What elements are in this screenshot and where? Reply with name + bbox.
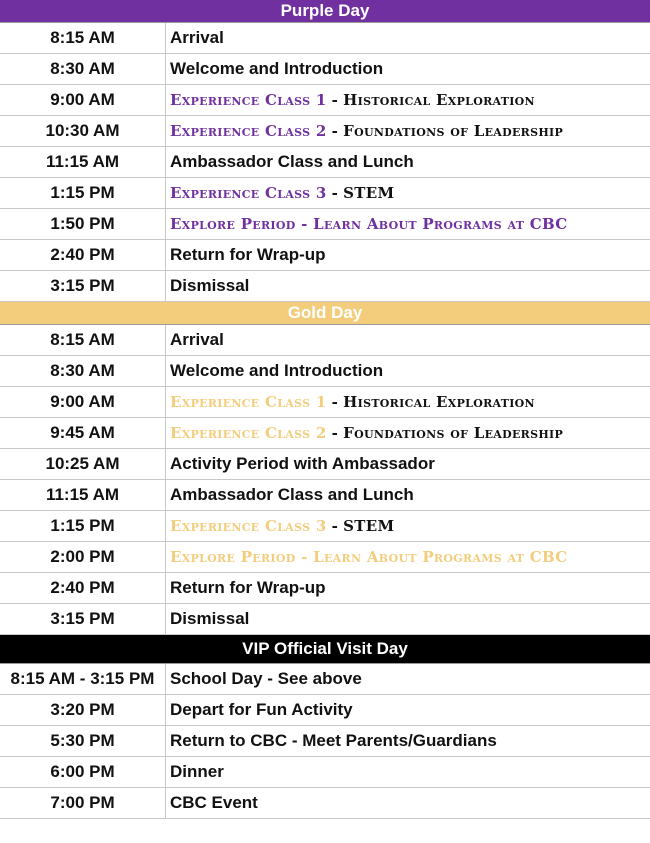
- schedule-row: [0, 85, 650, 116]
- schedule-row: [0, 209, 650, 240]
- schedule-row: [0, 178, 650, 209]
- time-cell: 8:30 AM: [0, 356, 166, 386]
- time-cell: 10:30 AM: [0, 116, 166, 146]
- purple-day-rows: [0, 23, 650, 302]
- experience-class-label: Experience Class 1: [170, 393, 327, 411]
- time-cell: 1:15 PM: [0, 178, 166, 208]
- class-topic-label: STEM: [343, 517, 395, 535]
- experience-class-label: Experience Class 1: [170, 91, 327, 109]
- activity-cell: Return for Wrap-up: [170, 578, 326, 597]
- activity-cell: School Day - See above: [170, 669, 362, 688]
- time-cell: 11:15 AM: [0, 147, 166, 177]
- activity-cell: Welcome and Introduction: [170, 59, 384, 78]
- activity-cell: CBC Event: [170, 793, 258, 812]
- schedule-row: [0, 418, 650, 449]
- separator-dash: -: [331, 184, 339, 202]
- experience-class-label: Experience Class 2: [170, 424, 327, 442]
- class-topic-label: STEM: [343, 184, 395, 202]
- time-cell: 10:25 AM: [0, 449, 166, 479]
- activity-cell: [166, 511, 650, 541]
- time-cell: 1:15 PM: [0, 511, 166, 541]
- schedule-row: [0, 726, 650, 757]
- time-cell: 7:00 PM: [0, 788, 166, 818]
- purple-day-header: Purple Day: [0, 0, 650, 23]
- schedule-row: [0, 480, 650, 511]
- schedule-row: [0, 116, 650, 147]
- time-cell: 1:50 PM: [0, 209, 166, 239]
- time-cell: 3:15 PM: [0, 604, 166, 634]
- time-cell: 2:40 PM: [0, 573, 166, 603]
- vip-day-header: VIP Official Visit Day: [0, 635, 650, 664]
- time-cell: 8:15 AM: [0, 23, 166, 53]
- time-cell: 9:00 AM: [0, 85, 166, 115]
- class-topic-label: Historical Exploration: [343, 393, 535, 411]
- gold-day-header: Gold Day: [0, 302, 650, 325]
- activity-cell: Activity Period with Ambassador: [170, 454, 435, 473]
- activity-cell: [166, 209, 650, 239]
- experience-class-label: Experience Class 3: [170, 517, 327, 535]
- activity-cell: Arrival: [170, 28, 224, 47]
- activity-cell: Ambassador Class and Lunch: [170, 152, 414, 171]
- time-cell: 2:40 PM: [0, 240, 166, 270]
- activity-cell: Ambassador Class and Lunch: [170, 485, 414, 504]
- activity-cell: [166, 418, 650, 448]
- time-cell: 8:15 AM: [0, 325, 166, 355]
- schedule-row: [0, 695, 650, 726]
- schedule-row: [0, 757, 650, 788]
- activity-cell: Dismissal: [170, 609, 250, 628]
- class-topic-label: Foundations of Leadership: [343, 424, 564, 442]
- schedule-row: [0, 604, 650, 635]
- schedule-row: [0, 664, 650, 695]
- schedule-row: [0, 240, 650, 271]
- explore-period-label: Explore Period - Learn About Programs at CBC: [170, 548, 568, 566]
- separator-dash: -: [331, 91, 339, 109]
- schedule-row: [0, 147, 650, 178]
- schedule-row: [0, 325, 650, 356]
- separator-dash: -: [331, 517, 339, 535]
- activity-cell: Dinner: [170, 762, 224, 781]
- activity-cell: Dismissal: [170, 276, 250, 295]
- activity-cell: Return to CBC - Meet Parents/Guardians: [170, 731, 497, 750]
- schedule-row: [0, 788, 650, 819]
- time-cell: 8:30 AM: [0, 54, 166, 84]
- experience-class-label: Experience Class 3: [170, 184, 327, 202]
- activity-cell: [166, 178, 650, 208]
- activity-cell: [166, 116, 650, 146]
- schedule-row: [0, 54, 650, 85]
- activity-cell: [166, 85, 650, 115]
- activity-cell: [166, 542, 650, 572]
- schedule-row: [0, 542, 650, 573]
- gold-day-rows: [0, 325, 650, 635]
- separator-dash: -: [331, 424, 339, 442]
- time-cell: 3:20 PM: [0, 695, 166, 725]
- explore-period-label: Explore Period - Learn About Programs at CBC: [170, 215, 568, 233]
- schedule-row: [0, 511, 650, 542]
- time-cell: 5:30 PM: [0, 726, 166, 756]
- schedule-row: [0, 271, 650, 302]
- time-cell: 11:15 AM: [0, 480, 166, 510]
- time-cell: 9:00 AM: [0, 387, 166, 417]
- time-cell: 2:00 PM: [0, 542, 166, 572]
- time-cell: 8:15 AM - 3:15 PM: [0, 664, 166, 694]
- vip-day-rows: [0, 664, 650, 819]
- schedule-row: [0, 573, 650, 604]
- schedule-row: [0, 23, 650, 54]
- separator-dash: -: [331, 122, 339, 140]
- schedule-row: [0, 387, 650, 418]
- activity-cell: [166, 387, 650, 417]
- experience-class-label: Experience Class 2: [170, 122, 327, 140]
- schedule-row: [0, 449, 650, 480]
- activity-cell: Welcome and Introduction: [170, 361, 384, 380]
- schedule-row: [0, 356, 650, 387]
- activity-cell: Depart for Fun Activity: [170, 700, 353, 719]
- time-cell: 9:45 AM: [0, 418, 166, 448]
- time-cell: 6:00 PM: [0, 757, 166, 787]
- time-cell: 3:15 PM: [0, 271, 166, 301]
- class-topic-label: Foundations of Leadership: [343, 122, 564, 140]
- separator-dash: -: [331, 393, 339, 411]
- activity-cell: Arrival: [170, 330, 224, 349]
- class-topic-label: Historical Exploration: [343, 91, 535, 109]
- activity-cell: Return for Wrap-up: [170, 245, 326, 264]
